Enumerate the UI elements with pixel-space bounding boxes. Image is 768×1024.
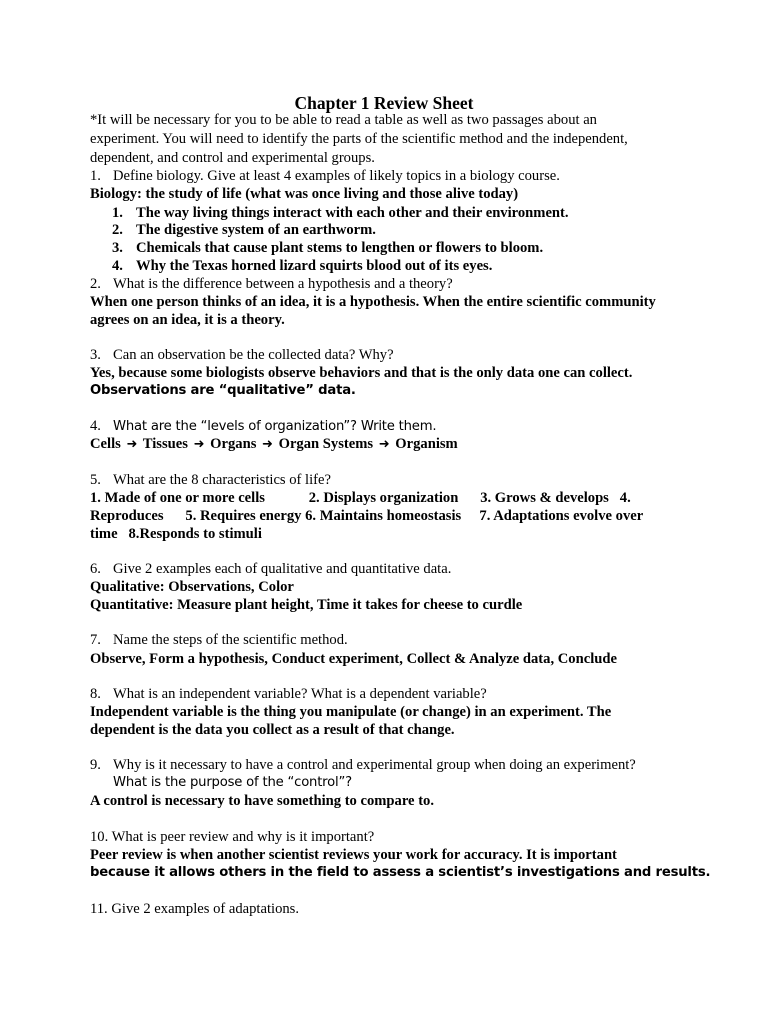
question-text: Can an observation be the collected data? Why?	[113, 347, 394, 363]
answer-2-line-1: When one person thinks of an idea, it is a hypothesis. When the entire scientific community	[90, 294, 656, 310]
level-organ-systems: Organ Systems	[278, 436, 374, 452]
arrow-right-icon: ➜	[262, 437, 273, 452]
answer-10-line-2: because it allows others in the field to assess a scientist’s investigations and results.	[90, 865, 711, 880]
answer-3-line-2: Observations are “qualitative” data.	[90, 383, 356, 398]
level-organs: Organs	[210, 436, 257, 452]
question-text: What are the “levels of organization”? Write them.	[113, 419, 437, 434]
question-text: What is the difference between a hypothesis and a theory?	[113, 276, 453, 292]
question-number: 1.	[90, 168, 101, 184]
level-tissues: Tissues	[142, 436, 188, 452]
answer-10-line-1: Peer review is when another scientist reviews your work for accuracy. It is important	[90, 847, 617, 863]
answer-3-line-1: Yes, because some biologists observe behaviors and that is the only data one can collect.	[90, 365, 633, 381]
question-number: 4.	[90, 418, 101, 434]
question-11: 11. Give 2 examples of adaptations.	[90, 901, 299, 917]
list-item	[112, 221, 376, 239]
question-text: Define biology. Give at least 4 examples of likely topics in a biology course.	[113, 168, 560, 184]
answer-9: A control is necessary to have something to compare to.	[90, 793, 434, 809]
question-5	[90, 471, 331, 489]
question-6	[90, 560, 451, 578]
answer-8-line-2: dependent is the data you collect as a result of that change.	[90, 722, 455, 738]
question-number: 8.	[90, 686, 101, 702]
question-1	[90, 167, 560, 185]
intro-line-2: experiment. You will need to identify the parts of the scientific method and the independent,	[90, 131, 628, 147]
page-title: Chapter 1 Review Sheet	[294, 93, 474, 113]
question-10: 10. What is peer review and why is it important?	[90, 829, 375, 845]
level-cells: Cells	[90, 436, 121, 452]
question-9	[90, 756, 636, 774]
question-2	[90, 275, 453, 293]
question-4	[90, 417, 436, 436]
list-text: The way living things interact with each other and their environment.	[136, 205, 569, 221]
question-text: What is an independent variable? What is a dependent variable?	[113, 686, 487, 702]
list-text: Chemicals that cause plant stems to lengthen or flowers to bloom.	[136, 240, 544, 256]
answer-8-line-1: Independent variable is the thing you manipulate (or change) in an experiment. The	[90, 704, 612, 720]
list-item	[112, 204, 569, 222]
answer-7: Observe, Form a hypothesis, Conduct experiment, Collect & Analyze data, Conclude	[90, 651, 617, 667]
question-number: 9.	[90, 757, 101, 773]
list-number: 4.	[112, 258, 123, 274]
answer-5-line-3: time 8.Responds to stimuli	[90, 526, 262, 542]
answer-5-line-1: 1. Made of one or more cells 2. Displays organization 3. Grows & develops 4.	[90, 490, 631, 506]
list-number: 3.	[112, 240, 123, 256]
question-9-line-2: What is the purpose of the “control”?	[113, 775, 352, 790]
list-item	[112, 257, 492, 275]
question-text: Why is it necessary to have a control and experimental group when doing an experiment?	[113, 757, 636, 773]
list-item	[112, 239, 543, 257]
list-text: Why the Texas horned lizard squirts blood out of its eyes.	[136, 258, 493, 274]
question-8	[90, 685, 487, 703]
level-organism: Organism	[395, 436, 458, 452]
question-3	[90, 346, 394, 364]
arrow-right-icon: ➜	[126, 437, 138, 452]
answer-6-line-2: Quantitative: Measure plant height, Time it takes for cheese to curdle	[90, 597, 523, 613]
list-number: 2.	[112, 222, 123, 238]
question-number: 5.	[90, 472, 101, 488]
arrow-right-icon: ➜	[193, 437, 205, 452]
question-number: 7.	[90, 632, 101, 648]
question-number: 2.	[90, 276, 101, 292]
intro-line-3: dependent, and control and experimental groups.	[90, 150, 375, 166]
list-number: 1.	[112, 205, 123, 221]
answer-1: Biology: the study of life (what was once living and those alive today)	[90, 186, 519, 202]
answer-2-line-2: agrees on an idea, it is a theory.	[90, 312, 285, 328]
answer-6-line-1: Qualitative: Observations, Color	[90, 579, 294, 595]
question-text: Give 2 examples each of qualitative and quantitative data.	[113, 561, 452, 577]
list-text: The digestive system of an earthworm.	[136, 222, 376, 238]
question-text: Name the steps of the scientific method.	[113, 632, 348, 648]
question-text: What are the 8 characteristics of life?	[113, 472, 331, 488]
arrow-right-icon: ➜	[378, 437, 390, 452]
intro-line-1: *It will be necessary for you to be able to read a table as well as two passages about an	[90, 112, 597, 128]
answer-5-line-2: Reproduces 5. Requires energy 6. Maintains homeostasis 7. Adaptations evolve over	[90, 508, 644, 524]
question-number: 6.	[90, 561, 101, 577]
answer-4	[90, 435, 458, 454]
question-number: 3.	[90, 347, 101, 363]
question-7	[90, 631, 348, 649]
